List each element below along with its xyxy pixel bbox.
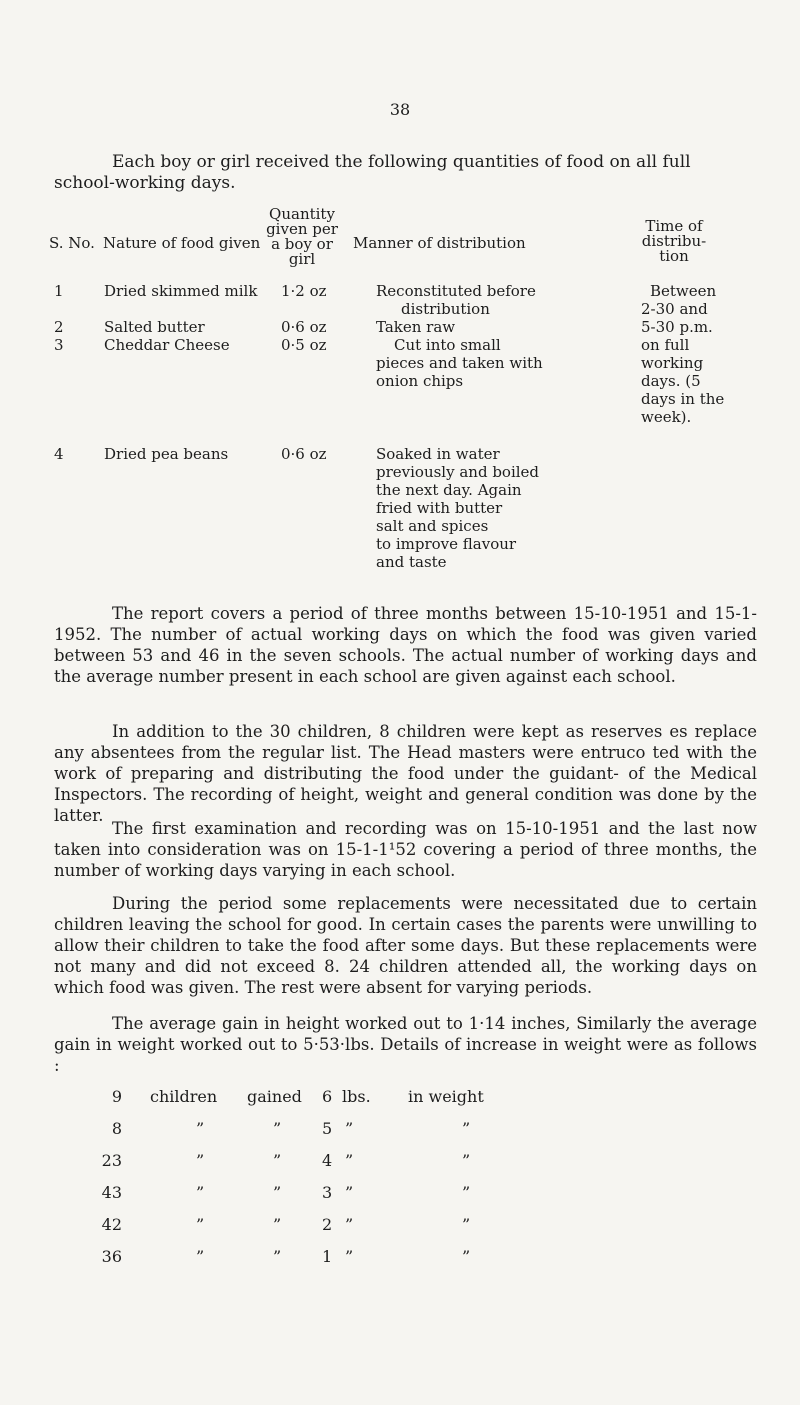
header-sno: S. No. xyxy=(49,234,95,252)
row-1-manner: Reconstituted before distribution xyxy=(376,282,536,318)
row-2-sno: 2 xyxy=(54,318,64,336)
paragraph-reserves: In addition to the 30 children, 8 children were kept as reserves es replace any absentees from the regular list. The Head masters were entruco ted with the work of preparing and distributing the food under the guidant- of the Medical Inspectors. The recording of height, weight and general condition was done by the latter. xyxy=(54,722,757,825)
page-number: 38 xyxy=(389,100,411,119)
header-manner: Manner of distribution xyxy=(353,234,526,252)
paragraph-average-gain: The average gain in height worked out to 1·14 inches, Similarly the average gain in weight worked out to 5·53·lbs. Details of increase in weight were as follows : xyxy=(54,1014,757,1075)
header-nature: Nature of food given xyxy=(103,234,261,252)
gain-row: 42 ” ” 2 ” ” xyxy=(101,1215,471,1234)
header-time: Time of distribu- tion xyxy=(641,217,707,265)
row-1-sno: 1 xyxy=(54,282,64,300)
row-1-qty: 1·2 oz xyxy=(281,282,327,300)
intro-paragraph: Each boy or girl received the following quantities of food on all full school-working days. xyxy=(54,152,691,193)
row-3-qty: 0·5 oz xyxy=(281,336,327,354)
gain-row: 43 ” ” 3 ” ” xyxy=(101,1183,471,1202)
row-1-food: Dried skimmed milk xyxy=(104,282,258,300)
row-2-food: Salted butter xyxy=(104,318,205,336)
header-quantity: Quantity given per a boy or girl xyxy=(266,205,338,268)
row-4-sno: 4 xyxy=(54,445,64,463)
paragraph-first-examination: The first examination and recording was on 15-10-1951 and the last now taken into consideration was on 15-1-1¹52 covering a period of three months, the number of working days varying in each school. xyxy=(54,819,757,880)
row-2-qty: 0·6 oz xyxy=(281,318,327,336)
row-2-manner: Taken raw xyxy=(376,318,456,336)
gain-row: 36 ” ” 1 ” ” xyxy=(101,1247,471,1266)
row-4-food: Dried pea beans xyxy=(104,445,229,463)
paragraph-report-period: The report covers a period of three months between 15-10-1951 and 15-1-1952. The number of actual working days on which the food was given varied between 53 and 46 in the seven schools. The actual number of working days and the average number present in each school are given against each school. xyxy=(54,604,757,686)
paragraph-replacements: During the period some replacements were necessitated due to certain children leaving the school for good. In certain cases the parents were unwilling to allow their children to take the food after some days. But these replacements were not many and did not exceed 8. 24 children attended all, the working days on which food was given. The rest were absent for varying periods. xyxy=(54,894,757,997)
row-3-manner: Cut into small pieces and taken with onion chips xyxy=(376,336,543,390)
gain-row: 8 ” ” 5 ” ” xyxy=(111,1119,471,1138)
gain-row: 9 children gained 6 lbs. in weight xyxy=(111,1087,484,1106)
time-of-distribution: Between 2-30 and 5-30 p.m. on full working days. (5 days in the week). xyxy=(641,282,725,426)
row-4-qty: 0·6 oz xyxy=(281,445,327,463)
row-3-sno: 3 xyxy=(54,336,64,354)
gain-row: 23 ” ” 4 ” ” xyxy=(101,1151,471,1170)
row-3-food: Cheddar Cheese xyxy=(104,336,230,354)
row-4-manner: Soaked in water previously and boiled the next day. Again fried with butter salt and spices to improve flavour and taste xyxy=(376,445,540,571)
